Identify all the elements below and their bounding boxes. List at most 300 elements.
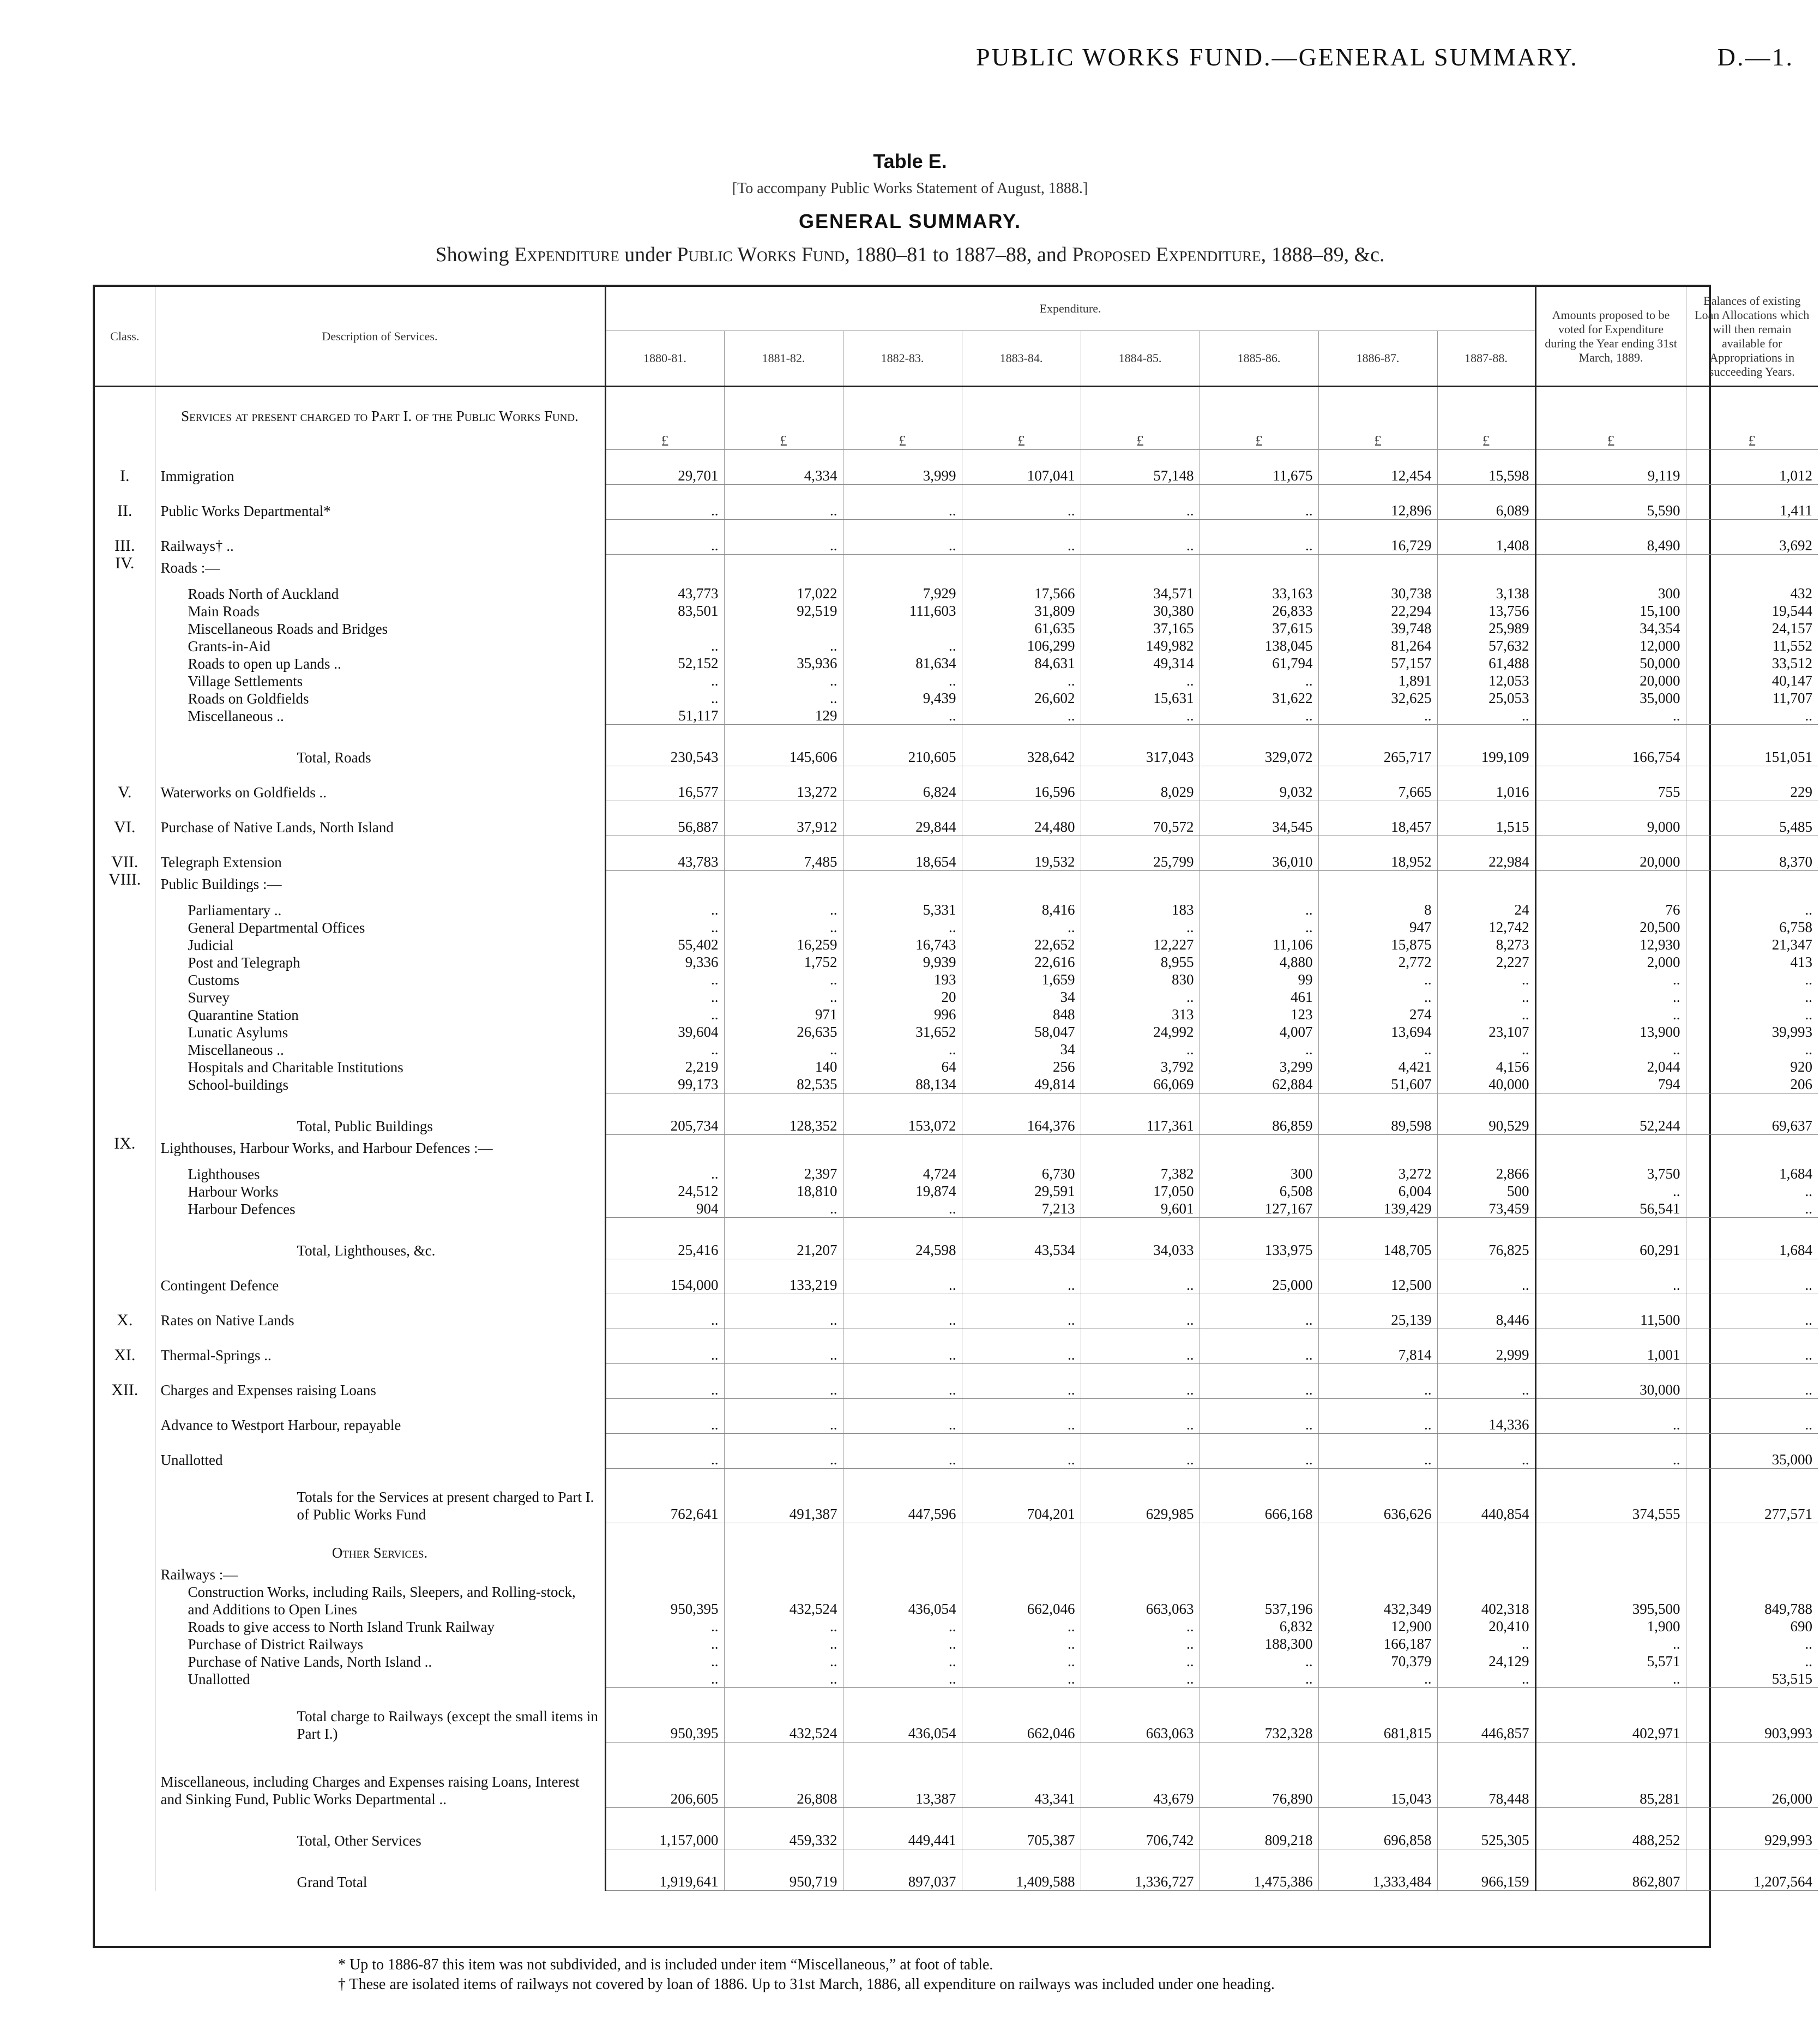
expenditure-value-cell: 21,207 (724, 1218, 843, 1259)
expenditure-value-cell (605, 1523, 724, 1561)
expenditure-value-cell: .. (605, 1399, 724, 1434)
expenditure-value-cell (1318, 555, 1437, 576)
balance-value-cell: 1,012 (1686, 450, 1818, 485)
class-cell: X. (95, 1294, 155, 1329)
expenditure-value-cell: .. (962, 1399, 1081, 1434)
description-cell: Rates on Native Lands (155, 1294, 605, 1329)
expenditure-value-cell (605, 1135, 724, 1157)
balance-value-cell: 8,370 (1686, 836, 1818, 871)
summary-title: GENERAL SUMMARY. (798, 210, 1022, 232)
expenditure-value-cell: 328,642 (962, 725, 1081, 766)
expenditure-value-cell: 6,730 29,591 7,213 (962, 1157, 1081, 1218)
proposed-value-cell: 862,807 (1535, 1849, 1686, 1891)
expenditure-value-cell: .. (962, 1259, 1081, 1294)
expenditure-value-cell: 4,724 19,874 .. (843, 1157, 962, 1218)
expenditure-header: Expenditure. (605, 287, 1535, 331)
expenditure-value-cell: 76,825 (1437, 1218, 1535, 1259)
expenditure-value-cell: 491,387 (724, 1469, 843, 1523)
expenditure-value-cell: .. (843, 1399, 962, 1434)
expenditure-value-cell: 133,975 (1200, 1218, 1318, 1259)
proposed-value-cell: 5,590 (1535, 485, 1686, 520)
expenditure-value-cell: 78,448 (1437, 1742, 1535, 1808)
expenditure-value-cell (724, 1523, 843, 1561)
expenditure-value-cell: .. (1081, 1329, 1200, 1364)
expenditure-value-cell: 16,729 (1318, 520, 1437, 555)
expenditure-value-cell (1081, 555, 1200, 576)
expenditure-value-cell: .. (1200, 520, 1318, 555)
page-header (976, 43, 1794, 75)
expenditure-value-cell: .. (724, 485, 843, 520)
expenditure-value-cell: 15,598 (1437, 450, 1535, 485)
expenditure-value-cell: 3,999 (843, 450, 962, 485)
expenditure-value-cell (1437, 555, 1535, 576)
expenditure-value-cell: 432,524 .. .. .. .. (724, 1583, 843, 1688)
expenditure-value-cell: 762,641 (605, 1469, 724, 1523)
balance-value-cell (1686, 871, 1818, 893)
expenditure-value-cell: 8,446 (1437, 1294, 1535, 1329)
expenditure-value-cell: 7,814 (1318, 1329, 1437, 1364)
expenditure-value-cell: 897,037 (843, 1849, 962, 1891)
expenditure-value-cell: 12,454 (1318, 450, 1437, 485)
balances-header: Balances of existing Loan Allocations which will then remain available for Appropriations in succeeding Years. (1686, 287, 1818, 387)
proposed-value-cell: 60,291 (1535, 1218, 1686, 1259)
expenditure-value-cell: 34,033 (1081, 1218, 1200, 1259)
balance-value-cell: 1,207,564 (1686, 1849, 1818, 1891)
table-row (95, 1561, 1818, 1583)
class-cell (95, 1849, 155, 1891)
proposed-value-cell: 52,244 (1535, 1093, 1686, 1135)
class-cell (95, 425, 155, 450)
total-row (95, 1218, 1818, 1259)
description-cell: Total, Roads (155, 725, 605, 766)
expenditure-value-cell: £ (1437, 425, 1535, 450)
description-cell: Purchase of Native Lands, North Island (155, 801, 605, 836)
expenditure-value-cell: 449,441 (843, 1808, 962, 1849)
description-cell: Services at present charged to Part I. of the Public Works Fund. (155, 387, 605, 425)
expenditure-value-cell: 662,046 (962, 1688, 1081, 1742)
table-row (95, 1434, 1818, 1469)
balance-value-cell: 277,571 (1686, 1469, 1818, 1523)
class-cell (95, 1093, 155, 1135)
expenditure-value-cell: 705,387 (962, 1808, 1081, 1849)
table-row (95, 1329, 1818, 1364)
expenditure-value-cell: .. (1200, 1434, 1318, 1469)
expenditure-value-cell: .. (1081, 1364, 1200, 1399)
class-cell (95, 1808, 155, 1849)
year-header: 1887-88. (1437, 331, 1535, 387)
expenditure-value-cell: .. (843, 1259, 962, 1294)
proposed-value-cell (1535, 1523, 1686, 1561)
expenditure-value-cell: .. (1200, 485, 1318, 520)
proposed-value-cell: 76 20,500 12,930 2,000 .. .. .. 13,900 .. 2,044 794 (1535, 893, 1686, 1093)
description-cell: Charges and Expenses raising Loans (155, 1364, 605, 1399)
expenditure-value-cell: 13,272 (724, 766, 843, 801)
expenditure-value-cell: .. (843, 1364, 962, 1399)
class-cell (95, 1218, 155, 1259)
class-cell: VIII. (95, 871, 155, 893)
proposed-value-cell: 166,754 (1535, 725, 1686, 766)
expenditure-value-cell: .. (1200, 1294, 1318, 1329)
expenditure-value-cell: 29,844 (843, 801, 962, 836)
class-cell (95, 1399, 155, 1434)
expenditure-value-cell: 681,815 (1318, 1688, 1437, 1742)
balance-value-cell: 1,684 .. .. (1686, 1157, 1818, 1218)
expenditure-value-cell: 966,159 (1437, 1849, 1535, 1891)
description-cell: Railways :— (155, 1561, 605, 1583)
balance-value-cell: 3,692 (1686, 520, 1818, 555)
expenditure-value-cell: 199,109 (1437, 725, 1535, 766)
expenditure-value-cell: 206,605 (605, 1742, 724, 1808)
expenditure-value-cell: .. (1200, 1329, 1318, 1364)
expenditure-value-cell: £ (1081, 425, 1200, 450)
expenditure-value-cell (1081, 1561, 1200, 1583)
expenditure-value-cell: .. (962, 1364, 1081, 1399)
table-row (95, 450, 1818, 485)
table-row (95, 893, 1818, 1093)
expenditure-value-cell: .. .. 16,259 1,752 .. .. 971 26,635 .. 140 82,535 (724, 893, 843, 1093)
description-cell: Lighthouses Harbour Works Harbour Defences (155, 1157, 605, 1218)
expenditure-value-cell: 230,543 (605, 725, 724, 766)
table-row (95, 555, 1818, 576)
expenditure-value-cell: £ (843, 425, 962, 450)
year-header: 1885-86. (1200, 331, 1318, 387)
expenditure-value-cell: £ (605, 425, 724, 450)
expenditure-value-cell: 3,138 13,756 25,989 57,632 61,488 12,053 25,053 .. (1437, 576, 1535, 725)
expenditure-value-cell: .. (724, 1399, 843, 1434)
expenditure-value-cell (1437, 1135, 1535, 1157)
expenditure-value-cell: .. (843, 1434, 962, 1469)
expenditure-value-cell (1200, 1561, 1318, 1583)
expenditure-value-cell: 432,349 12,900 166,187 70,379 .. (1318, 1583, 1437, 1688)
footnote: * Up to 1886-87 this item was not subdivided, and is included under item “Miscellaneous,” at foot of table. (338, 1956, 993, 1973)
summary-table (95, 287, 1818, 1891)
expenditure-value-cell: .. (962, 485, 1081, 520)
expenditure-value-cell (843, 555, 962, 576)
proposed-value-cell (1535, 387, 1686, 425)
expenditure-value-cell (843, 387, 962, 425)
expenditure-value-cell: 133,219 (724, 1259, 843, 1294)
expenditure-value-cell: 30,738 22,294 39,748 81,264 57,157 1,891 32,625 .. (1318, 576, 1437, 725)
expenditure-value-cell: 86,859 (1200, 1093, 1318, 1135)
expenditure-value-cell: 17,022 92,519 .. 35,936 .. .. 129 (724, 576, 843, 725)
total-row (95, 1849, 1818, 1891)
expenditure-value-cell: 18,457 (1318, 801, 1437, 836)
expenditure-value-cell (724, 1135, 843, 1157)
proposed-header: Amounts proposed to be voted for Expenditure during the Year ending 31st March, 1889. (1535, 287, 1686, 387)
total-row (95, 1093, 1818, 1135)
expenditure-value-cell: .. (1081, 1259, 1200, 1294)
class-cell (95, 1742, 155, 1808)
proposed-value-cell: .. (1535, 1399, 1686, 1434)
description-cell: Contingent Defence (155, 1259, 605, 1294)
expenditure-value-cell (1437, 1561, 1535, 1583)
class-cell (95, 1561, 155, 1583)
class-cell (95, 1434, 155, 1469)
expenditure-value-cell: .. (843, 485, 962, 520)
expenditure-value-cell: 663,063 (1081, 1688, 1200, 1742)
table-row (95, 801, 1818, 836)
expenditure-value-cell (1437, 387, 1535, 425)
class-cell (95, 387, 155, 425)
description-cell: Miscellaneous, including Charges and Expenses raising Loans, Interest and Sinking Fund, Public Works Departmental .. (155, 1742, 605, 1808)
expenditure-value-cell: 43,534 (962, 1218, 1081, 1259)
year-header: 1883-84. (962, 331, 1081, 387)
proposed-value-cell (1535, 1561, 1686, 1583)
expenditure-value-cell (724, 387, 843, 425)
expenditure-value-cell (1200, 1523, 1318, 1561)
expenditure-value-cell: 8 947 15,875 2,772 .. .. 274 13,694 .. 4,421 51,607 (1318, 893, 1437, 1093)
expenditure-value-cell (724, 1561, 843, 1583)
balance-value-cell (1686, 1561, 1818, 1583)
expenditure-value-cell: .. (1437, 1364, 1535, 1399)
expenditure-value-cell: 265,717 (1318, 725, 1437, 766)
expenditure-value-cell: .. (724, 1364, 843, 1399)
expenditure-value-cell: 459,332 (724, 1808, 843, 1849)
description-cell: Waterworks on Goldfields .. (155, 766, 605, 801)
expenditure-value-cell: .. (1318, 1364, 1437, 1399)
expenditure-value-cell: 16,596 (962, 766, 1081, 801)
expenditure-value-cell (1318, 1561, 1437, 1583)
table-row (95, 1399, 1818, 1434)
balance-value-cell: 849,788 690 .. .. 53,515 (1686, 1583, 1818, 1688)
expenditure-value-cell: 636,626 (1318, 1469, 1437, 1523)
expenditure-value-cell: 440,854 (1437, 1469, 1535, 1523)
description-cell: Other Services. (155, 1523, 605, 1561)
expenditure-value-cell: 6,824 (843, 766, 962, 801)
expenditure-value-cell: .. .. 55,402 9,336 .. .. .. 39,604 .. 2,219 99,173 (605, 893, 724, 1093)
class-cell (95, 1469, 155, 1523)
proposed-value-cell: 9,119 (1535, 450, 1686, 485)
table-row (95, 1294, 1818, 1329)
class-header: Class. (95, 287, 155, 387)
expenditure-value-cell: .. (1200, 1399, 1318, 1434)
expenditure-value-cell: 2,397 18,810 .. (724, 1157, 843, 1218)
description-cell: Total, Public Buildings (155, 1093, 605, 1135)
class-cell: IV. (95, 555, 155, 576)
description-cell: Railways† .. (155, 520, 605, 555)
expenditure-value-cell (1081, 1135, 1200, 1157)
expenditure-value-cell: 1,408 (1437, 520, 1535, 555)
table-row (95, 1583, 1818, 1688)
expenditure-value-cell: .. (724, 520, 843, 555)
description-cell: Unallotted (155, 1434, 605, 1469)
expenditure-value-cell: 164,376 (962, 1093, 1081, 1135)
expenditure-value-cell: £ (1318, 425, 1437, 450)
table-row (95, 576, 1818, 725)
expenditure-value-cell: .. (962, 1329, 1081, 1364)
balance-value-cell: 229 (1686, 766, 1818, 801)
description-cell: Public Buildings :— (155, 871, 605, 893)
balance-value-cell: 69,637 (1686, 1093, 1818, 1135)
expenditure-value-cell: 57,148 (1081, 450, 1200, 485)
expenditure-value-cell: 43,773 83,501 .. 52,152 .. .. 51,117 (605, 576, 724, 725)
table-row (95, 1259, 1818, 1294)
expenditure-value-cell: 5,331 .. 16,743 9,939 193 20 996 31,652 .. 64 88,134 (843, 893, 962, 1093)
description-cell: Parliamentary .. General Departmental Offices Judicial Post and Telegraph Customs Survey Quarantine Station Lunatic Asylums Miscellaneous .. Hospitals and Charitable Institutions School-buildings (155, 893, 605, 1093)
expenditure-value-cell: 1,333,484 (1318, 1849, 1437, 1891)
expenditure-value-cell: 24,598 (843, 1218, 962, 1259)
description-cell: Immigration (155, 450, 605, 485)
expenditure-value-cell (843, 871, 962, 893)
expenditure-value-cell: .. (605, 520, 724, 555)
expenditure-value-cell: .. (1081, 1434, 1200, 1469)
expenditure-value-cell: 950,719 (724, 1849, 843, 1891)
table-row (95, 425, 1818, 450)
balance-value-cell: 929,993 (1686, 1808, 1818, 1849)
expenditure-value-cell: 402,318 20,410 .. 24,129 .. (1437, 1583, 1535, 1688)
expenditure-value-cell: .. (605, 485, 724, 520)
expenditure-value-cell: 317,043 (1081, 725, 1200, 766)
class-cell (95, 725, 155, 766)
expenditure-value-cell: .. (1437, 1434, 1535, 1469)
year-header: 1884-85. (1081, 331, 1200, 387)
expenditure-value-cell: .. (1081, 520, 1200, 555)
expenditure-value-cell: 809,218 (1200, 1808, 1318, 1849)
expenditure-value-cell (1318, 871, 1437, 893)
table-row (95, 520, 1818, 555)
expenditure-value-cell: 1,475,386 (1200, 1849, 1318, 1891)
table-row (95, 1157, 1818, 1218)
expenditure-value-cell (843, 1135, 962, 1157)
expenditure-value-cell: 43,341 (962, 1742, 1081, 1808)
expenditure-value-cell: 432,524 (724, 1688, 843, 1742)
expenditure-value-cell: £ (962, 425, 1081, 450)
expenditure-value-cell: 1,016 (1437, 766, 1535, 801)
proposed-value-cell: 8,490 (1535, 520, 1686, 555)
expenditure-value-cell: .. (843, 520, 962, 555)
expenditure-value-cell: .. (724, 1434, 843, 1469)
page-reference: D.—1. (1717, 43, 1794, 71)
balance-value-cell: .. 6,758 21,347 413 .. .. .. 39,993 .. 920 206 (1686, 893, 1818, 1093)
expenditure-value-cell (1318, 387, 1437, 425)
expenditure-value-cell: 8,416 .. 22,652 22,616 1,659 34 848 58,047 34 256 49,814 (962, 893, 1081, 1093)
expenditure-value-cell (1437, 871, 1535, 893)
class-cell: XII. (95, 1364, 155, 1399)
balance-value-cell (1686, 1523, 1818, 1561)
balance-value-cell (1686, 387, 1818, 425)
description-cell: Total, Other Services (155, 1808, 605, 1849)
total-row (95, 1808, 1818, 1849)
expenditure-value-cell: .. (724, 1294, 843, 1329)
expenditure-value-cell: .. (724, 1329, 843, 1364)
expenditure-value-cell: 11,675 (1200, 450, 1318, 485)
table-row (95, 766, 1818, 801)
expenditure-value-cell (605, 555, 724, 576)
expenditure-value-cell: 525,305 (1437, 1808, 1535, 1849)
proposed-value-cell (1535, 555, 1686, 576)
expenditure-value-cell (843, 1523, 962, 1561)
expenditure-value-cell: .. (1318, 1399, 1437, 1434)
class-cell: IX. (95, 1135, 155, 1157)
expenditure-value-cell: 24,480 (962, 801, 1081, 836)
expenditure-value-cell: .. (843, 1329, 962, 1364)
proposed-value-cell: 300 15,100 34,354 12,000 50,000 20,000 35,000 .. (1535, 576, 1686, 725)
expenditure-value-cell: 7,485 (724, 836, 843, 871)
balance-value-cell: .. (1686, 1259, 1818, 1294)
proposed-value-cell: 402,971 (1535, 1688, 1686, 1742)
class-cell: I. (95, 450, 155, 485)
showing-subtitle: Showing Expenditure under Public Works Fund, 1880–81 to 1887–88, and Proposed Expenditure, 1888–89, &c. (435, 243, 1385, 266)
expenditure-value-cell: 43,679 (1081, 1742, 1200, 1808)
expenditure-value-cell: 8,029 (1081, 766, 1200, 801)
expenditure-value-cell: 18,654 (843, 836, 962, 871)
expenditure-value-cell: 9,032 (1200, 766, 1318, 801)
expenditure-value-cell: .. (605, 1294, 724, 1329)
total-row (95, 1688, 1818, 1742)
year-header: 1880-81. (605, 331, 724, 387)
balance-value-cell (1686, 555, 1818, 576)
description-cell: Roads :— (155, 555, 605, 576)
class-cell (95, 1259, 155, 1294)
footnotes (338, 1955, 1756, 1994)
class-cell (95, 1688, 155, 1742)
description-cell: Thermal-Springs .. (155, 1329, 605, 1364)
expenditure-value-cell: 663,063 .. .. .. .. (1081, 1583, 1200, 1688)
year-header: 1886-87. (1318, 331, 1437, 387)
description-cell (155, 425, 605, 450)
expenditure-value-cell (1437, 1523, 1535, 1561)
expenditure-value-cell: .. (1437, 1259, 1535, 1294)
balance-value-cell: 5,485 (1686, 801, 1818, 836)
expenditure-value-cell: 25,416 (605, 1218, 724, 1259)
expenditure-value-cell: 2,999 (1437, 1329, 1535, 1364)
expenditure-value-cell: £ (1200, 425, 1318, 450)
description-cell: Public Works Departmental* (155, 485, 605, 520)
expenditure-value-cell: .. (962, 1434, 1081, 1469)
expenditure-value-cell: .. (962, 1294, 1081, 1329)
proposed-value-cell: 85,281 (1535, 1742, 1686, 1808)
class-cell: VI. (95, 801, 155, 836)
expenditure-value-cell: .. (1081, 1399, 1200, 1434)
footnote: † These are isolated items of railways not covered by loan of 1886. Up to 31st March, 1886, all expenditure on railways was included under one heading. (338, 1976, 1275, 1993)
expenditure-value-cell: 56,887 (605, 801, 724, 836)
description-cell: Total, Lighthouses, &c. (155, 1218, 605, 1259)
expenditure-value-cell: 436,054 (843, 1688, 962, 1742)
balance-value-cell: £ (1686, 425, 1818, 450)
proposed-value-cell (1535, 871, 1686, 893)
expenditure-value-cell: 662,046 .. .. .. .. (962, 1583, 1081, 1688)
expenditure-value-cell: 12,500 (1318, 1259, 1437, 1294)
expenditure-value-cell: 1,336,727 (1081, 1849, 1200, 1891)
expenditure-value-cell: 148,705 (1318, 1218, 1437, 1259)
expenditure-value-cell (1200, 1135, 1318, 1157)
class-cell (95, 1583, 155, 1688)
class-cell: II. (95, 485, 155, 520)
expenditure-value-cell (1318, 1523, 1437, 1561)
class-cell (95, 1157, 155, 1218)
expenditure-value-cell: .. (605, 1329, 724, 1364)
expenditure-value-cell: 117,361 (1081, 1093, 1200, 1135)
expenditure-value-cell: 12,896 (1318, 485, 1437, 520)
expenditure-value-cell: 34,571 30,380 37,165 149,982 49,314 .. 15,631 .. (1081, 576, 1200, 725)
expenditure-value-cell: .. (962, 520, 1081, 555)
expenditure-value-cell: 145,606 (724, 725, 843, 766)
expenditure-value-cell: 14,336 (1437, 1399, 1535, 1434)
balance-value-cell: 432 19,544 24,157 11,552 33,512 40,147 11,707 .. (1686, 576, 1818, 725)
summary-table-frame (93, 285, 1813, 1948)
expenditure-value-cell: 706,742 (1081, 1808, 1200, 1849)
expenditure-value-cell: 22,984 (1437, 836, 1535, 871)
proposed-value-cell (1535, 1135, 1686, 1157)
expenditure-value-cell: .. (1200, 1364, 1318, 1399)
expenditure-value-cell: 24 12,742 8,273 2,227 .. .. .. 23,107 .. 4,156 40,000 (1437, 893, 1535, 1093)
proposed-value-cell: .. (1535, 1434, 1686, 1469)
class-cell: XI. (95, 1329, 155, 1364)
expenditure-value-cell: 128,352 (724, 1093, 843, 1135)
expenditure-value-cell: 7,929 111,603 .. 81,634 .. 9,439 .. (843, 576, 962, 725)
expenditure-value-cell: 696,858 (1318, 1808, 1437, 1849)
expenditure-value-cell: 205,734 (605, 1093, 724, 1135)
